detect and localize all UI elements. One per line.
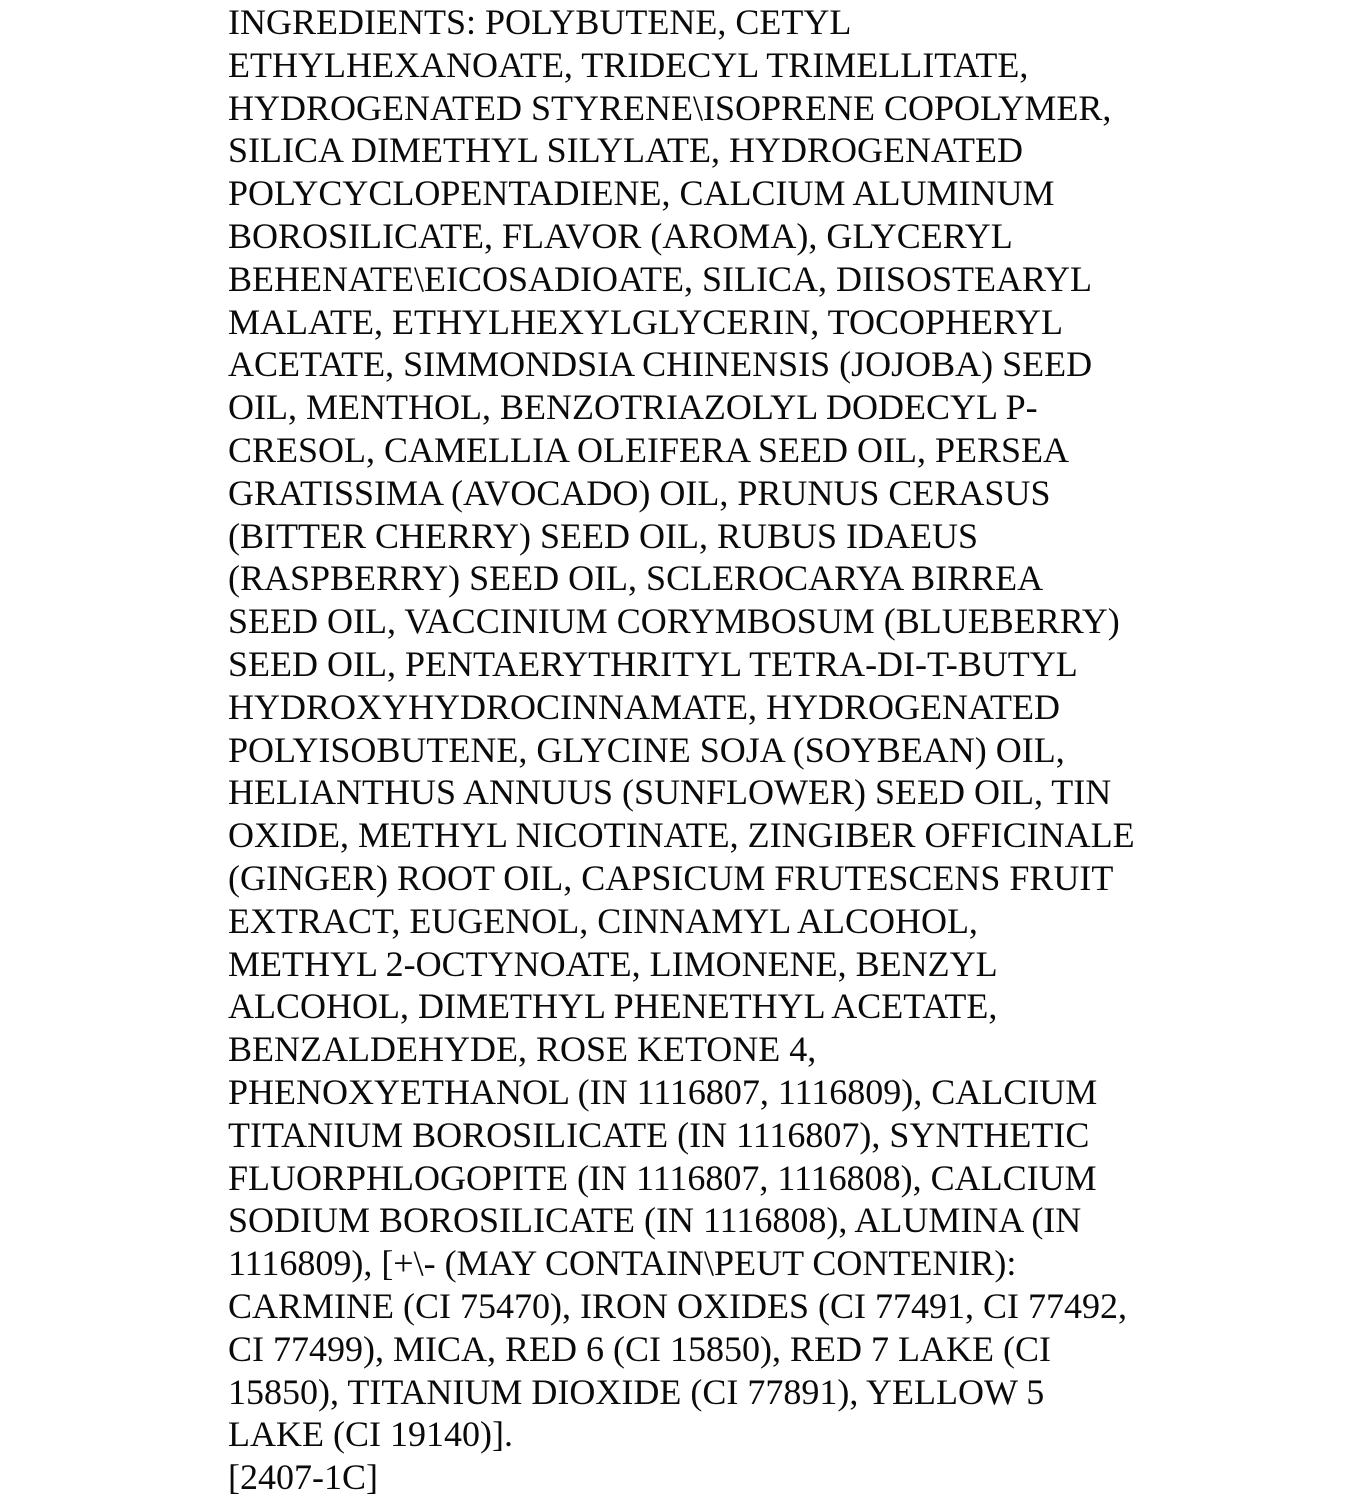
- text-line: CRESOL, CAMELLIA OLEIFERA SEED OIL, PERSEA: [228, 429, 1070, 470]
- text-line: [2407-1C]: [228, 1457, 378, 1498]
- text-line: HELIANTHUS ANNUUS (SUNFLOWER) SEED OIL, TIN: [228, 772, 1112, 813]
- text-line: SODIUM BOROSILICATE (IN 1116808), ALUMINA (IN: [228, 1200, 1082, 1241]
- text-line: PHENOXYETHANOL (IN 1116807, 1116809), CALCIUM: [228, 1071, 1098, 1112]
- text-line: (GINGER) ROOT OIL, CAPSICUM FRUTESCENS FRUIT: [228, 857, 1114, 898]
- text-line: 1116809), [+\- (MAY CONTAIN\PEUT CONTENIR):: [228, 1243, 1017, 1284]
- text-line: OXIDE, METHYL NICOTINATE, ZINGIBER OFFICINALE: [228, 815, 1135, 856]
- text-line: BEHENATE\EICOSADIOATE, SILICA, DIISOSTEARYL: [228, 258, 1092, 299]
- text-line: GRATISSIMA (AVOCADO) OIL, PRUNUS CERASUS: [228, 472, 1051, 513]
- text-line: ACETATE, SIMMONDSIA CHINENSIS (JOJOBA) SEED: [228, 344, 1093, 385]
- text-line: POLYISOBUTENE, GLYCINE SOJA (SOYBEAN) OIL,: [228, 729, 1065, 770]
- text-line: MALATE, ETHYLHEXYLGLYCERIN, TOCOPHERYL: [228, 301, 1064, 342]
- text-line: LAKE (CI 19140)].: [228, 1414, 513, 1455]
- text-line: CARMINE (CI 75470), IRON OXIDES (CI 77491, CI 77492,: [228, 1285, 1127, 1326]
- text-line: ETHYLHEXANOATE, TRIDECYL TRIMELLITATE,: [228, 44, 1029, 85]
- text-line: 15850), TITANIUM DIOXIDE (CI 77891), YELLOW 5: [228, 1371, 1045, 1412]
- text-line: (BITTER CHERRY) SEED OIL, RUBUS IDAEUS: [228, 515, 979, 556]
- text-line: ALCOHOL, DIMETHYL PHENETHYL ACETATE,: [228, 986, 998, 1027]
- text-line: SEED OIL, PENTAERYTHRITYL TETRA-DI-T-BUTYL: [228, 643, 1078, 684]
- text-line: TITANIUM BOROSILICATE (IN 1116807), SYNTHETIC: [228, 1114, 1090, 1155]
- text-line: POLYCYCLOPENTADIENE, CALCIUM ALUMINUM: [228, 173, 1055, 214]
- text-line: EXTRACT, EUGENOL, CINNAMYL ALCOHOL,: [228, 900, 978, 941]
- text-line: BOROSILICATE, FLAVOR (AROMA), GLYCERYL: [228, 215, 1013, 256]
- text-line: METHYL 2-OCTYNOATE, LIMONENE, BENZYL: [228, 943, 998, 984]
- text-line: CI 77499), MICA, RED 6 (CI 15850), RED 7 LAKE (CI: [228, 1328, 1051, 1369]
- text-line: HYDROXYHYDROCINNAMATE, HYDROGENATED: [228, 686, 1060, 727]
- text-line: HYDROGENATED STYRENE\ISOPRENE COPOLYMER,: [228, 87, 1112, 128]
- text-line: INGREDIENTS: POLYBUTENE, CETYL: [228, 2, 852, 42]
- text-line: SILICA DIMETHYL SILYLATE, HYDROGENATED: [228, 130, 1023, 171]
- text-line: OIL, MENTHOL, BENZOTRIAZOLYL DODECYL P-: [228, 387, 1038, 428]
- text-line: BENZALDEHYDE, ROSE KETONE 4,: [228, 1029, 817, 1070]
- text-line: SEED OIL, VACCINIUM CORYMBOSUM (BLUEBERRY): [228, 601, 1120, 642]
- ingredients-text: [228, 1, 1135, 1499]
- text-line: (RASPBERRY) SEED OIL, SCLEROCARYA BIRREA: [228, 558, 1044, 599]
- text-line: FLUORPHLOGOPITE (IN 1116807, 1116808), CALCIUM: [228, 1157, 1097, 1198]
